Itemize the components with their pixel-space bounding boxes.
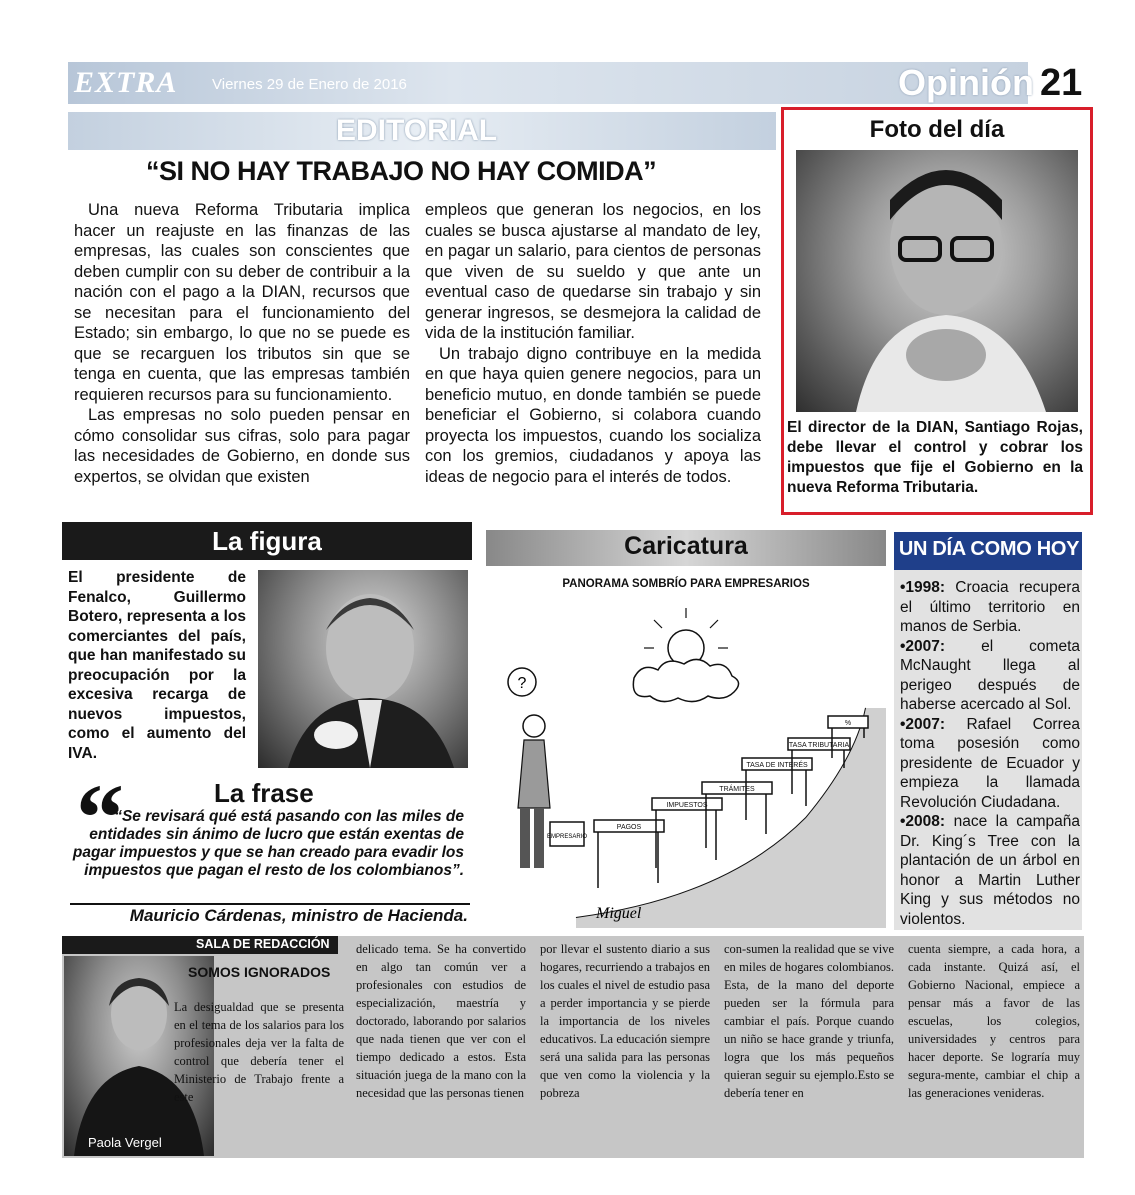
caricatura-title: Caricatura [624, 532, 748, 560]
list-item [900, 637, 1080, 715]
list-item [900, 715, 1080, 813]
newspaper-logo: EXTRA [74, 66, 178, 99]
sala-de-redaccion-label: SALA DE REDACCIÓN [196, 937, 330, 951]
quote-mark-icon: “ [76, 764, 124, 871]
hurdle-label: % [844, 720, 852, 727]
divider [70, 903, 470, 905]
event-text: Croacia recupera el último territorio en manos de Serbia. [900, 579, 1080, 635]
page-number: 21 [1040, 62, 1083, 104]
column-text-4 [724, 940, 894, 1102]
column-paragraph: delicado tema. Se ha convertido en algo tan común ver a profesionales con estudios de especialización, maestría y doctorado, laborando por salarios que nada tienen que ver con el tiempo dedicado a estos. Esta situación juega de la mano con la necesidad que las personas tienen [356, 942, 526, 1100]
column-text-3 [540, 940, 710, 1102]
editorial-column-2 [425, 200, 761, 487]
editorial-paragraph: Las empresas no solo pueden pensar en cómo consolidar sus cifras, solo para pagar las necesidades de Gobierno, en donde sus expertos, se olvidan que existen [74, 406, 410, 486]
caricatura-subtitle: PANORAMA SOMBRÍO PARA EMPRESARIOS [562, 578, 810, 590]
hurdle-label: TRÁMITES [719, 786, 755, 793]
event-text: nace la campaña Dr. King´s Tree con la plantación de un árbol en honor a Martin Luther King y sus métodos no violentos. [900, 813, 1080, 928]
dateline: Viernes 29 de Enero de 2016 [212, 76, 407, 93]
hurdle-label: IMPUESTOS [666, 802, 708, 809]
editorial-paragraph: Un trabajo digno contribuye en la medida en que haya quien genere negocios, para un beneficio mutuo, en donde también se puede beneficiar el Gobierno, si colabora cuando proyecta los impuestos, cuando los socializa con los gremios, ciudadanos y apoya las ideas de negocio para el interés de todos. [425, 344, 761, 486]
columnist-name: Paola Vergel [88, 1135, 162, 1150]
editorial-paragraph: Una nueva Reforma Tributaria implica hacer un reajuste en las finanzas de las empresas, las cuales son conscientes que deben cumplir con su deber de contribuir a la nación con el pago a la DIAN, recursos que se necesitan para el funcionamiento del Estado; sin embargo, lo que no se puede es que se recarguen los tributos sin que se tenga en cuenta, que las empresas también requieren recursos para su funcionamiento. [74, 201, 410, 404]
event-year: •1998: [900, 579, 946, 596]
column-paragraph: por llevar el sustento diario a sus hogares, recurriendo a trabajos en los cuales el nivel de estudio pasa a perder importancia y se pierde la importancia de los niveles educativos. La educación siempre será una salida para las personas que ven como la violencia y la pobreza [540, 942, 710, 1100]
un-dia-como-hoy-title: UN DÍA COMO HOY [898, 538, 1080, 560]
event-text: el cometa McNaught llega al perigeo después de haberse acercado al Sol. [900, 637, 1080, 713]
column-paragraph: cuenta siempre, a cada hora, a cada instante. Quizá así, el Gobierno Nacional, empiece a pensar más a favor de las escuelas, los colegios, universidades y centros para hacer deporte. Se lograría muy segura-mente, cambiar el chip a las generaciones venideras. [908, 942, 1080, 1100]
column-text-1 [174, 998, 344, 1106]
hurdle-label: PAGOS [616, 824, 642, 831]
photo-of-day-caption: El director de la DIAN, Santiago Rojas, debe llevar el control y cobrar los impuestos que fije el Gobierno en la nueva Reforma Tributaria. [787, 419, 1083, 496]
la-figura-title: La figura [212, 526, 322, 556]
question-mark-icon: ? [517, 675, 527, 692]
event-year: •2008: [900, 813, 946, 830]
la-frase-quote: “Se revisará qué está pasando con las miles de entidades sin ánimo de lucro que están exentas de pagar impuestos y que se han creado para evadir los impuestos que pagan el resto de los colombianos”. [72, 808, 464, 879]
editorial-label: EDITORIAL [336, 114, 498, 147]
column-title: SOMOS IGNORADOS [188, 964, 331, 980]
briefcase-label: EMPRESARIO [546, 834, 588, 840]
editorial-column-1 [74, 200, 410, 487]
list-item [900, 578, 1080, 637]
photo-of-day-title: Foto del día [869, 116, 1005, 143]
column-text-5 [908, 940, 1080, 1102]
event-text: Rafael Correa toma posesión como presidente de Ecuador y empieza la llamada Revolución Ciudadana. [900, 715, 1080, 811]
portrait-photo-icon [796, 150, 1078, 412]
un-dia-como-hoy-list [900, 578, 1080, 929]
hurdle-label: TASA TRIBUTARIA [788, 742, 850, 749]
photo-of-day-image [796, 150, 1078, 412]
portrait-photo-icon [258, 570, 468, 768]
editorial-paragraph: empleos que generan los negocios, en los cuales se busca ajustarse al mandato de ley, en pagar un salario, para cientos de personas que viven de su sueldo y que ante un eventual caso de quedarse sin trabajo y sin generar ingresos, se desmejora la calidad de vida de la institución familiar. [425, 201, 761, 342]
column-text-2 [356, 940, 526, 1102]
la-figura-photo [258, 570, 468, 768]
la-figura-text: El presidente de Fenalco, Guillermo Botero, representa a los comerciantes del país, que han manifestado su preocupación por la excesiva recarga de nuevos impuestos, como el aumento del IVA. [68, 569, 246, 762]
section-title: Opinión [898, 62, 1034, 103]
cartoon-illustration [486, 598, 886, 928]
cartoonist-signature: Miguel [596, 905, 642, 922]
column-paragraph: La desigualdad que se presenta en el tema de los salarios para los profesionales deja ver la falta de control que debería tener el Ministerio de Trabajo frente a este [174, 1000, 344, 1104]
column-paragraph: con-sumen la realidad que se vive en miles de hogares colombianos. Esta, de la mano del deporte pueden ser la fórmula para cambiar el país. Porque cuando un niño se hace grande y triunfa, logra que los más pequeños quieran seguir su ejemplo.Esto se debería tener en [724, 942, 894, 1100]
cartoon-drawing [486, 598, 886, 928]
la-frase-author: Mauricio Cárdenas, ministro de Hacienda. [129, 906, 468, 925]
hurdle-label: TASA DE INTERÉS [746, 762, 808, 769]
event-year: •2007: [900, 637, 946, 655]
editorial-headline: “SI NO HAY TRABAJO NO HAY COMIDA” [146, 156, 657, 186]
list-item [900, 812, 1080, 929]
la-frase-title: La frase [214, 778, 314, 808]
event-year: •2007: [900, 715, 946, 733]
